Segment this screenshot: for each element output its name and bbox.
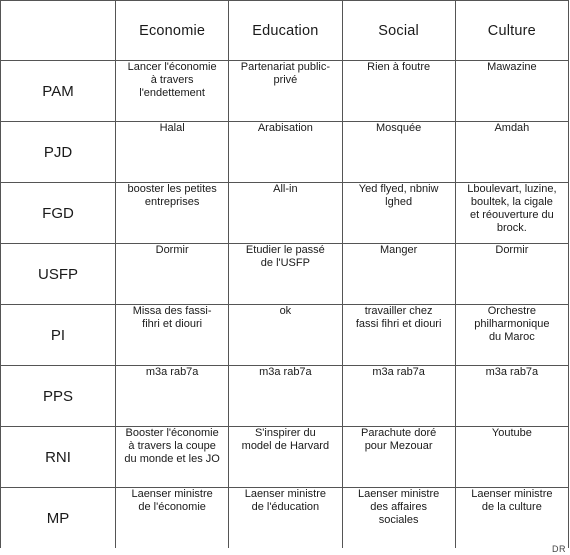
table-row (1, 122, 569, 183)
cell-economie: Lancer l'économie à travers l'endettement (116, 61, 229, 122)
cell-economie: Halal (116, 122, 229, 183)
cell-culture: Laenser ministre de la culture (455, 488, 568, 549)
cell-education: S'inspirer du model de Harvard (229, 427, 342, 488)
cell-culture: Dormir (455, 244, 568, 305)
cell-education: Laenser ministre de l'éducation (229, 488, 342, 549)
row-header-party: RNI (1, 427, 116, 488)
cell-culture: Mawazine (455, 61, 568, 122)
table-row (1, 183, 569, 244)
cell-economie: Booster l'économie à travers la coupe du monde et les JO (116, 427, 229, 488)
cell-social: Rien à foutre (342, 61, 455, 122)
cell-culture: Youtube (455, 427, 568, 488)
row-header-party: PPS (1, 366, 116, 427)
cell-education: All-in (229, 183, 342, 244)
cell-education: m3a rab7a (229, 366, 342, 427)
cell-culture: m3a rab7a (455, 366, 568, 427)
cell-economie: Laenser ministre de l'économie (116, 488, 229, 549)
cell-economie: m3a rab7a (116, 366, 229, 427)
table-row (1, 488, 569, 549)
cell-culture: Orchestre philharmonique du Maroc (455, 305, 568, 366)
column-header-social: Social (342, 1, 455, 61)
cell-social: Mosquée (342, 122, 455, 183)
row-header-party: PAM (1, 61, 116, 122)
cell-economie: booster les petites entreprises (116, 183, 229, 244)
row-header-party: FGD (1, 183, 116, 244)
cell-education: Etudier le passé de l'USFP (229, 244, 342, 305)
photo-credit: DR (552, 544, 566, 554)
cell-culture: Amdah (455, 122, 568, 183)
cell-social: Parachute doré pour Mezouar (342, 427, 455, 488)
column-header-culture: Culture (455, 1, 568, 61)
table-row (1, 305, 569, 366)
corner-cell (1, 1, 116, 61)
table-body (1, 61, 569, 549)
table-row (1, 366, 569, 427)
cell-culture: Lboulevart, luzine, boultek, la cigale et réouverture du brock. (455, 183, 568, 244)
table-row (1, 427, 569, 488)
header-row (1, 1, 569, 61)
cell-social: Manger (342, 244, 455, 305)
cell-education: Arabisation (229, 122, 342, 183)
column-header-education: Education (229, 1, 342, 61)
row-header-party: PJD (1, 122, 116, 183)
table-row (1, 244, 569, 305)
column-header-economie: Economie (116, 1, 229, 61)
row-header-party: USFP (1, 244, 116, 305)
row-header-party: PI (1, 305, 116, 366)
cell-social: m3a rab7a (342, 366, 455, 427)
row-header-party: MP (1, 488, 116, 549)
cell-social: Yed flyed, nbniw lghed (342, 183, 455, 244)
table-row (1, 61, 569, 122)
cell-education: Partenariat public- privé (229, 61, 342, 122)
cell-education: ok (229, 305, 342, 366)
cell-social: travailler chez fassi fihri et diouri (342, 305, 455, 366)
cell-economie: Dormir (116, 244, 229, 305)
cell-social: Laenser ministre des affaires sociales (342, 488, 455, 549)
cell-economie: Missa des fassi- fihri et diouri (116, 305, 229, 366)
